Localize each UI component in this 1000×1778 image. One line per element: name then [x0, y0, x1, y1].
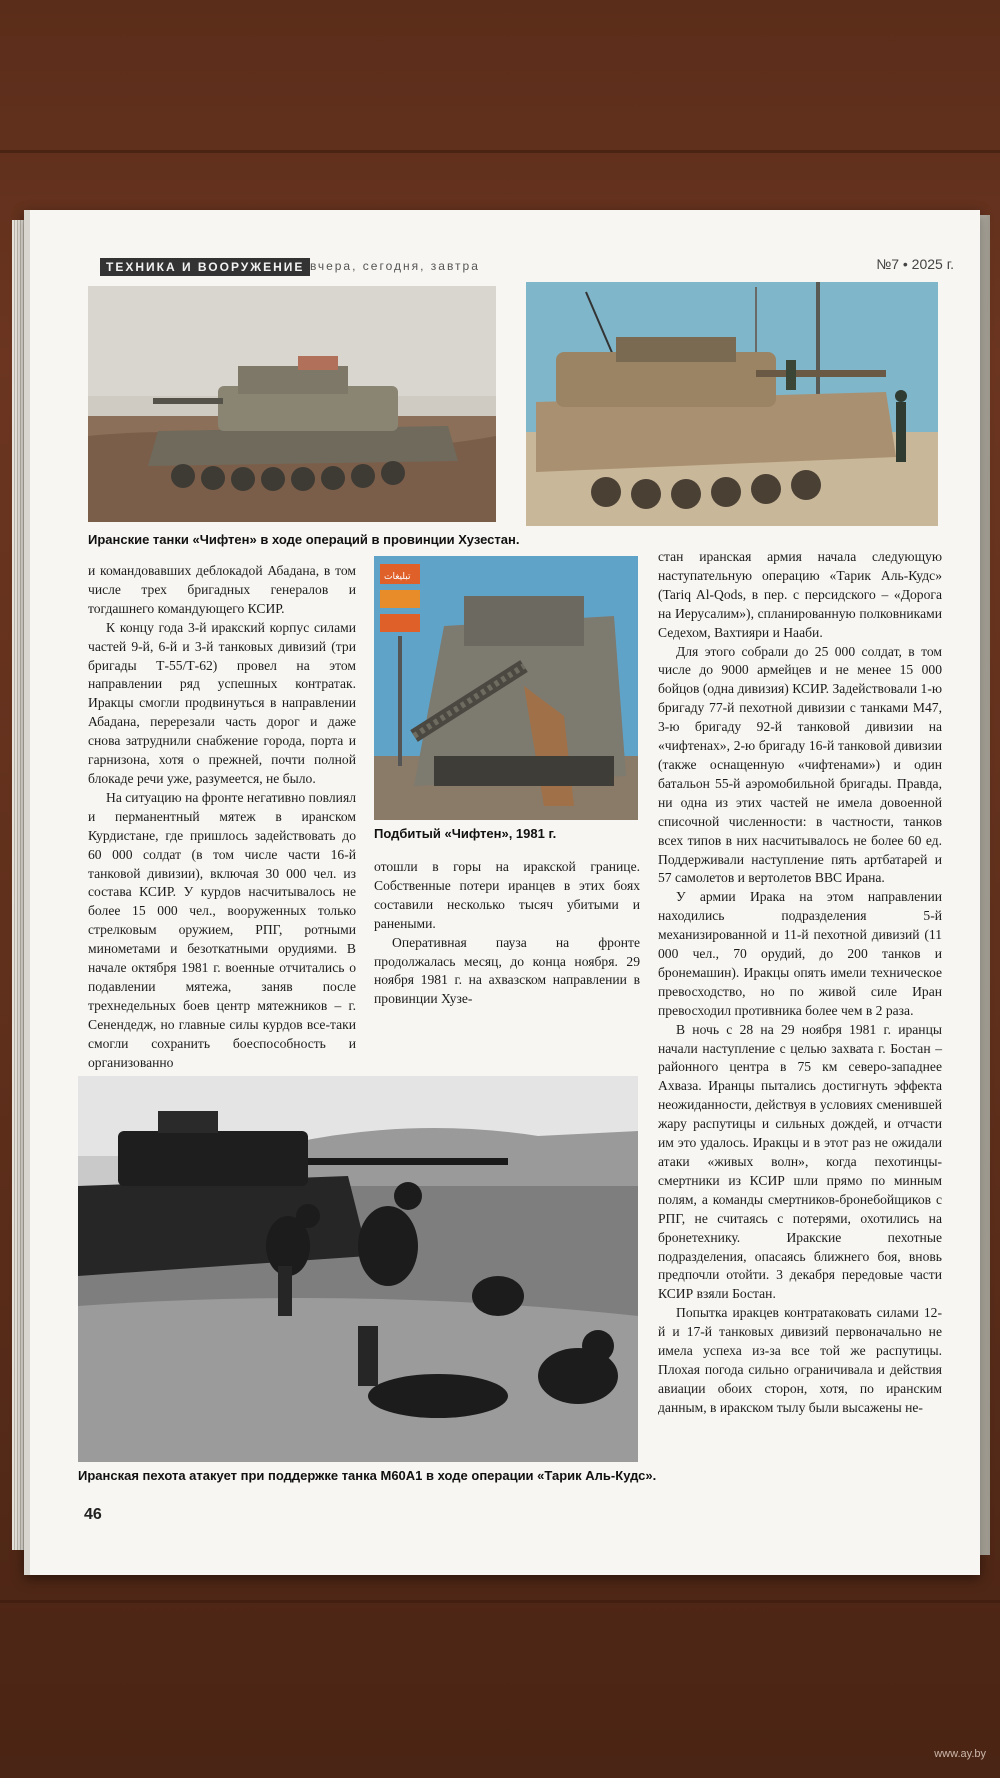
caption-bottom-photo: Иранская пехота атакует при поддержке танка M60A1 в ходе операции «Тарик Аль-Кудс». — [78, 1468, 657, 1483]
page-number: 46 — [84, 1506, 102, 1523]
page-header — [100, 256, 960, 278]
caption-middle-photo: Подбитый «Чифтен», 1981 г. — [374, 826, 557, 841]
photo-chieftain-road — [526, 282, 938, 526]
watermark: www.ay.by — [934, 1748, 986, 1760]
paragraph: Попытка иракцев контратаковать силами 12-й и 17-й танковых дивизий первоначально не имела успеха из-за все той же распутицы. Плохая погода сильно ограничивала и действия авиации обоих сторон, хотя, по иранским данным, в иракском тылу были высажены не- — [658, 1305, 942, 1415]
magazine-page — [24, 210, 980, 1575]
photo-chieftain-desert — [88, 286, 496, 522]
paragraph: На ситуацию на фронте негативно повлиял и перманентный мятеж в иранском Курдистане, где пришлось задействовать до 60 000 солдат (в том числе части 16-й танковой дивизии), включая 30 000 чел. из состава КСИР. У курдов насчитывалось не более 15 000 чел., вооруженных только стрелковым оружием, РПГ, ротными минометами и безоткатными орудиями. В начале октября 1981 г. военные отчитались о подавлении мятежа, заняв после трехнедельных боев центр мятежников – г. Сенендедж, но главные силы курдов все-таки смогли сохранить боеспособность и организованно — [88, 789, 356, 1070]
paragraph: В ночь с 28 на 29 ноября 1981 г. иранцы начали наступление с целью захвата г. Бостан – районного центра в 75 км северо-западнее Ахваза. Иранцы пытались достигнуть эффекта неожиданности, действуя в условиях сменившей жару распутицы и сильных дождей, и отчасти им это удалось. Иракцы и в этот раз не ожидали атаки «живых волн», когда пехотинцы-смертники из КСИР шли прямо по минным полям, а команды смертников-бронебойщиков с РПГ, не считаясь с потерями, охотились на бронетехнику. Иракские пехотные подразделения, опасаясь ближнего боя, вновь предпочли отойти. 3 декабря передовые части КСИР взяли Бостан. — [658, 1021, 942, 1302]
paragraph: и командовавших деблокадой Абадана, в том числе трех бригадных генералов и тогдашнего командующего КСИР. — [88, 563, 356, 616]
text-column-2 — [374, 858, 640, 1009]
paragraph: отошли в горы на иракской границе. Собственные потери иранцев в этих боях составили несколько тысяч убитыми и ранеными. — [374, 859, 640, 931]
magazine-subtitle: вчера, сегодня, завтра — [310, 259, 480, 273]
photo-infantry-attack — [78, 1076, 638, 1462]
paragraph: У армии Ирака на этом направлении находились подразделения 5-й механизированной и 11-й пехотной дивизий (11 000 чел., 70 орудий, до 200 танков и бронемашин). Иракцы опять имели техническое превосходство, но по живой силе Иран превосходил противника более чем в 2 раза. — [658, 889, 942, 1018]
paragraph: стан иранская армия начала следующую наступательную операцию «Тарик Аль-Кудс» (Tariq Al-Qods, в пер. с персидского – «Дорога на Иерусалим»), спланированную полковниками Седехом, Вахтияри и Нааби. — [658, 549, 942, 640]
text-column-3 — [658, 548, 942, 1418]
paragraph: К концу года 3-й иракский корпус силами частей 9-й, 6-й и 3-й танковых дивизий (три бригады Т-55/Т-62) провел на этом направлении ряд успешных контратак. Иракцы смогли продвинуться в направлении Абадана, перерезали часть дорог и даже снова затруднили снабжение города, порта и гарнизона, хотя о прежней, почти полной блокаде речи уже, разумеется, не было. — [88, 619, 356, 786]
magazine-title: ТЕХНИКА И ВООРУЖЕНИЕ — [100, 258, 310, 276]
paragraph: Для этого собрали до 25 000 солдат, в том числе до 9000 армейцев и не менее 15 000 бойцов (одна дивизия) КСИР. Задействовали 1-ю бригаду 77-й пехотной дивизии с танками M47, 3-ю бригаду 92-й танковой дивизии на «чифтенах», 2-ю бригаду 16-й танковой дивизии (также оснащенную «чифтенами») и один батальон 55-й аэромобильной бригады. Правда, ни одна из этих частей не имела довоенной списочной численности: в частности, танков всех типов в них насчитывалось не более 60 ед. Поддерживали наступление пять артбатарей и 57 самолетов и вертолетов ВВС Ирана. — [658, 643, 942, 886]
caption-top-photos: Иранские танки «Чифтен» в ходе операций в провинции Хузестан. — [88, 532, 520, 547]
issue-number: №7 • 2025 г. — [876, 256, 954, 272]
paragraph: Оперативная пауза на фронте продолжалась месяц, до конца ноября. 29 ноября 1981 г. на ахвазском направлении в провинции Хузе- — [374, 934, 640, 1007]
text-column-1 — [88, 562, 356, 1072]
photo-destroyed-chieftain — [374, 556, 638, 820]
sign-text: تبلیغات — [384, 572, 411, 582]
